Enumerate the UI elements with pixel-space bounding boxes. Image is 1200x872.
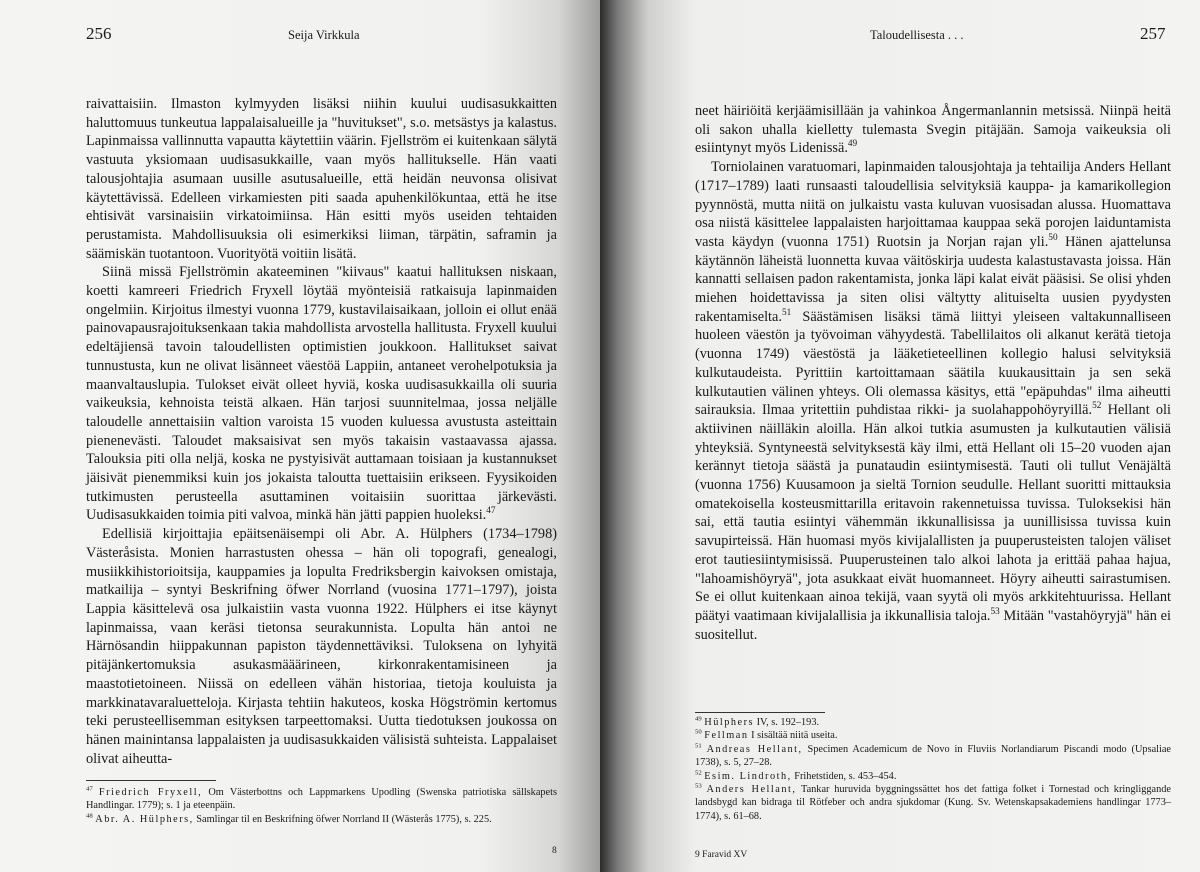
note-ref: 50	[1048, 233, 1058, 244]
footnotes	[695, 716, 1171, 823]
footnote-rule	[86, 780, 216, 781]
footnote: $^{52}$ Esim. Lindroth, Frihetstiden, s. 453–454.	[695, 769, 897, 782]
footnote-rule	[695, 712, 825, 713]
footnote: $^{53}$ Anders Hellant, Tankar huruvida byggningssättet hos det fattiga folket i Tornestad och kringliggande landsbygd kan bidraga til Rötfeber och andra sjukdomar (Kung. Sv. Wetenskapsakademiens handlingar 1773–1774), s. 61–68.	[695, 782, 1171, 822]
footnote: $^{50}$ Fellman I sisältää niitä useita.	[695, 728, 838, 742]
paragraph: Edellisiä kirjoittajia epäitsenäisempi oli Abr. A. Hülphers (1734–1798) Västeråsista. Monien harrastusten ohessa – hän oli topografi, genealogi, musiikkihistorioitsija, kauppamies ja lopulta Fredriksbergin kaivoksen omistaja, matkailija – syntyi Beskrifning öfwer Norrland (vuosina 1771–1797), joista Lappia käsittelevä osa julkaistiin vasta vuonna 1922. Hülphers ei itse käynyt lapinmaissa, vaan keräsi tietonsa seurakunnista. Lopulta hän antoi ne Härnösandin hiippakunnan papiston täydennettäviksi. Tuloksena on lyhyitä pitäjänkertomuksia asukasmääärineen, kirkonrakentamisineen ja maastotietoineen. Niissä on edelleen vähän historiaa, tietoja kouluista ja markkinatavaraluetteloja. Kirjasta tehtiin hakuteos, koska Högströmin kertomus teki perusteellisemman esityksen tarpeettomaksi. Uutta tiedotuksen joukossa on hänen mainintansa lappalaisten ja uudisasukkaiden välisistä suhteista. Lappalaiset olivat aiheutta-	[86, 526, 557, 767]
body-text	[695, 102, 1171, 644]
footnote: $^{48}$ Abr. A. Hülphers, Samlingar til en Beskrifning öfwer Norrland II (Wästerås 1775), s. 225.	[86, 812, 492, 825]
signature-mark: 9 Faravid XV	[695, 850, 748, 860]
note-ref: 53	[990, 607, 1000, 618]
running-head: Taloudellisesta . . .	[870, 28, 964, 42]
running-head: Seija Virkkula	[288, 28, 360, 42]
footnote: $^{51}$ Andreas Hellant, Specimen Academicum de Novo in Fluviis Norlandiarum Piscandi modo (Upsaliae 1738), s. 5, 27–28.	[695, 742, 1172, 769]
signature-mark: 8	[552, 846, 557, 856]
page-number: 256	[86, 24, 112, 43]
footnotes	[86, 786, 557, 826]
note-ref: 49	[847, 139, 858, 150]
page-number: 257	[1140, 24, 1166, 43]
right-page	[600, 0, 1200, 872]
paragraph: Torniolainen varatuomari, lapinmaiden talousjohtaja ja tehtailija Anders Hellant (1717–1789) laati runsaasti taloudellisia selvityksiä kauppa- ja kamarikollegion pyynnöstä, mutta niitä on julkaistu vasta kuluvan vuosisadan alussa. Huomattava osa niistä käsittelee lappalaisten harjoittamaa kauppaa sekä porojen laiduntamista vasta käydyn (vuonna 1751) Ruotsin ja Norjan rajan yli.$^{50}$ Hänen ajattelunsa käytännön läheistä luonnetta kuvaa väitöskirja uudesta kalastustavasta joissa. Hän kannatti sellaisen padon rakentamista, jonka läpi kalat eivät pääsisi. Se olisi yhden miehen hoidettavissa ja siten olisi vältytty alituiselta uusien pyydysten rakentamiselta.$^{51}$ Säästämisen lisäksi tämä liittyi yleiseen valtakunnalliseen huoleen väestön ja työvoiman vähyydestä. Tabellilaitos oli alkanut kerätä tietoja (vuonna 1749) väestöstä ja lääketieteellinen kollegio halusi selvityksiä kulkutaudeista. Pyrittiin kartoittamaan säätila kuukausittain ja sen sekä kulkutautien välinen yhteys. Oli olemassa käsitys, että "epäpuhdas" ilma aiheutti sairauksia. Ilmaa yritettiin puhdistaa rikki- ja suolahappohöyryillä.$^{52}$ Hellant oli aktiivinen näilläkin aloilla. Hän alkoi tutkia asumusten ja kulkutautien välisiä yhteyksiä. Syntyneestä selvityksestä käy ilmi, että Hellant oli 15–20 vuoden ajan kerännyt tietoja säästä ja punataudin esiintymisestä. Tauti oli tullut Venäjältä (vuonna 1756) Kuusamoon ja sieltä Tornion seudulle. Hellant suoritti mittauksia omatekoisella kosteusmittarilla eritavoin rakennetuissa tuvissa. Tuloksekisi hän sai, että tautia esiintyi vähemmän ikkunallisissa ja uunillisissa tuvissa kuin savupirteissä. Hän huomasi myös kivijalallisten ja puuperusteisten talojen väliset erot tautiesiintymisissä. Puuperusteinen talo alkoi lahota ja erittää pahaa hajua, "lahoamishöyryä", jota asukkaat eivät huomanneet. Höyry aiheutti sairastumisen. Se ei ollut kuitenkaan ainoa tekijä, vaan syytä oli myös arkkitehtuurissa. Hellant päätyi vaatimaan kivijalallisia ja ikkunallisia taloja.$^{53}$ Mitään "vastahöyryjä" hän ei suositellut.	[695, 159, 1171, 643]
note-ref: 51	[781, 307, 792, 318]
body-text	[86, 95, 557, 768]
note-ref: 52	[1092, 401, 1102, 412]
paragraph: Siinä missä Fjellströmin akateeminen "kiivaus" kaatui hallituksen niskaan, koetti kamreeri Friedrich Fryxell löytää myönteisiä ratkaisuja lapinmaiden ongelmiin. Kirjoitus ilmestyi vuonna 1779, kustavilaisaikaan, jolloin ei ollut enää painovapausrajoituksenkaan takia mahdollista arvostella hallitusta. Fryxell kuului edeltäjiensä tavoin taloudellisten optimistien joukkoon. Hallitukset saivat tunnustusta, kun ne olivat lisänneet väestöä Lappiin, antaneet verohelpotuksia ja maanvaltauslupia. Tulokset eivät olleet hyviä, koska uudisasukkailla oli suuria vaikeuksia, kehnoista teistä alkaen. Hän tarjosi suunnitelmaa, jossa neljälle taloudelle annettaisiin valtion varoista 15 vuoden kuluessa avustusta asteittain pienenevästi. Taloudet maksaisivat sen myös takaisin vastaavassa ajassa. Talouksia piti olla neljä, koska ne pystyisivät auttamaan toisiaan ja kustannukset jäisivät pienemmiksi kuin jos jokaista taloutta tuettaisiin erikseen. Fyysikoiden tutkimusten perusteella asuttaminen voitaisiin suorittaa järkevästi. Uudisasukkaiden toimia piti valvoa, minkä hän jätti pappien huoleksi.$^{47}$	[86, 264, 557, 524]
paragraph: raivattaisiin. Ilmaston kylmyyden lisäksi niihin kuului uudisasukkaitten haluttomuus tunkeutua lappalaisalueille ja "huvitukset", s.o. metsästys ja kalastus. Lapinmaissa vallinnutta vapautta käytettiin väärin. Fjellström ei kuitenkaan sälytä vastuuta yksiomaan uudisasukkaille, vaan myös hallitukselle. Hän vaati talousjohtajia asumaan uusille asutusalueille, että heidän neuvonsa olisivat käytettävissä. Edelleen virkamiesten piti saada apuhenkilökuntaa, että he itse ehtisivät varsinaisiin virkatoimiinsa. Hän esitti myös useiden tehtaiden perustamista. Mahdollisuuksia oli esimerkiksi liiman, tärpätin, saframin ja säämiskän tuotantoon. Vuorityötä voitiin lisätä.	[86, 96, 557, 262]
note-ref: 47	[486, 506, 496, 517]
footnote: $^{49}$ Hülphers IV, s. 192–193.	[695, 715, 820, 728]
paragraph: neet häiriöitä kerjäämisillään ja vahinkoa Ångermanlannin metsissä. Niinpä heitä oli sakon uhalla kielletty tulemasta Svegin pitäjään. Samoja vaikeuksia oli esiintynyt myös Lidenissä.$^{49}$	[695, 103, 1171, 157]
footnote: $^{47}$ Friedrich Fryxell, Om Västerbottns och Lappmarkens Upodling (Swenska patriotiska sällskapets Handlingar. 1779); s. 1 ja eteenpäin.	[86, 785, 557, 812]
